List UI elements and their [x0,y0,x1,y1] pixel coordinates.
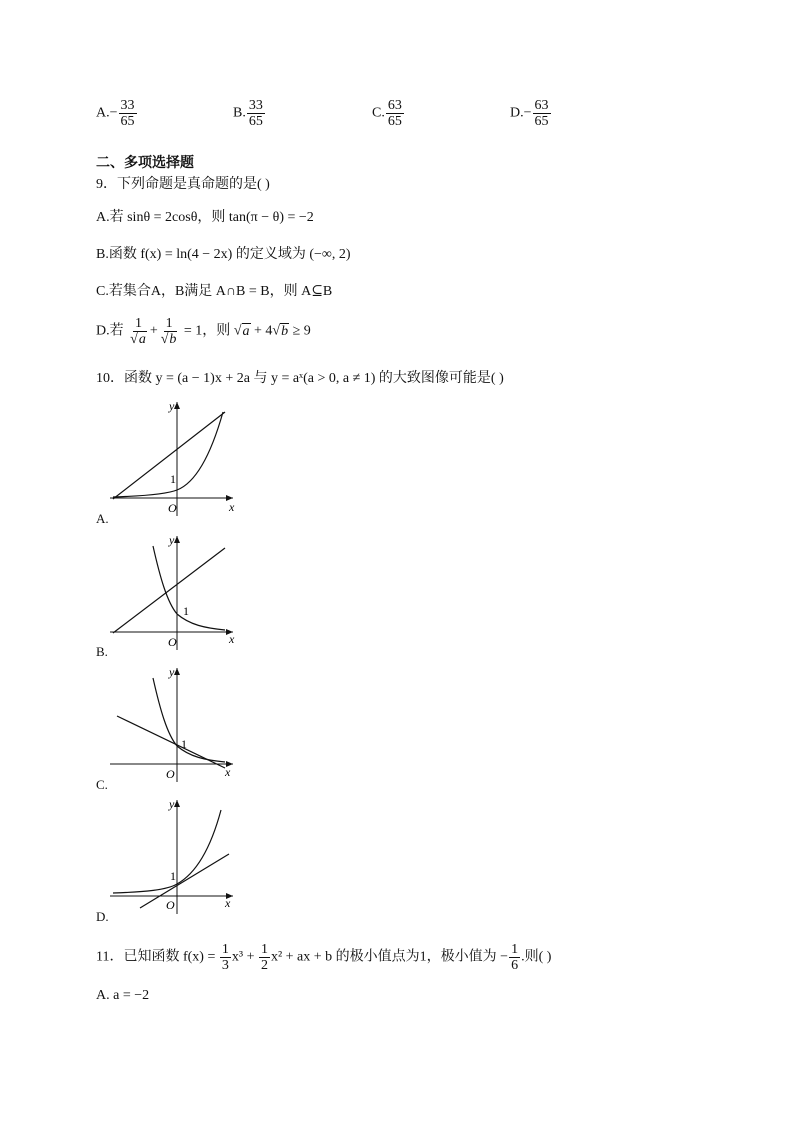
x-label: x [229,632,235,646]
q8-option-a: A.− $\frac{33}{65}$ [96,98,135,129]
origin-label: O [168,635,177,649]
q11-option-a: A. a = −2 [96,988,150,1003]
q8-option-c: C. $\frac{63}{65}$ [372,98,402,129]
origin-label: O [166,898,175,912]
y-axis-arrow [174,800,180,807]
y-axis-arrow [174,668,180,675]
y-axis-arrow [174,402,180,409]
q9-stem: 9．下列命题是真命题的是( ) [96,177,270,192]
line-graph [113,412,225,499]
y-label: y [169,533,175,547]
section-title: 二、多项选择题 [96,155,194,171]
q9-option-d: D.若 $\frac{1}{√a}$ + $\frac{1}{√b}$ = 1，则 √a + 4√b ≥ 9 [96,316,311,347]
q10-graph-a [105,398,240,518]
q10-graph-d-label: D. [96,909,109,924]
exp-curve [113,412,223,497]
q10-graph-b [105,532,240,652]
line-graph [140,854,229,908]
q10-graph-c [105,664,240,784]
one-label: 1 [170,869,176,883]
q9-option-a: A.若 sinθ = 2cosθ，则 tan(π − θ) = −2 [96,210,314,225]
y-label: y [169,665,175,679]
exp-curve [153,678,225,762]
one-label: 1 [181,737,187,751]
q10-stem: 10．函数 y = (a − 1)x + 2a 与 y = aˣ(a > 0, a ≠ 1) 的大致图像可能是( ) [96,371,504,386]
x-label: x [229,500,235,514]
q11-stem: 11．已知函数 f(x) = $\frac{1}{3}$ x³ + $\frac{1}{2}$ x² + ax + b 的极小值点为1，极小值为 − $\frac{1}{6}$ .则( ) [96,942,552,973]
y-label: y [169,797,175,811]
q9-option-c: C.若集合A，B满足 A∩B = B，则 A⊆B [96,284,333,299]
one-label: 1 [170,472,176,486]
line-graph [113,548,225,633]
q8-option-d: D.− $\frac{63}{65}$ [510,98,549,129]
y-label: y [169,399,175,413]
exp-curve [113,810,221,893]
q10-graph-a-label: A. [96,511,109,526]
q10-graph-b-label: B. [96,644,108,659]
one-label: 1 [183,604,189,618]
x-label: x [225,896,231,910]
q10-graph-c-label: C. [96,777,108,792]
origin-label: O [166,767,175,781]
x-label: x [225,765,231,779]
exp-curve [153,546,225,630]
q9-option-b: B.函数 f(x) = ln(4 − 2x) 的定义域为 (−∞, 2) [96,247,351,262]
y-axis-arrow [174,536,180,543]
q10-graph-d [105,796,240,916]
origin-label: O [168,501,177,515]
q8-option-b: B. $\frac{33}{65}$ [233,98,263,129]
